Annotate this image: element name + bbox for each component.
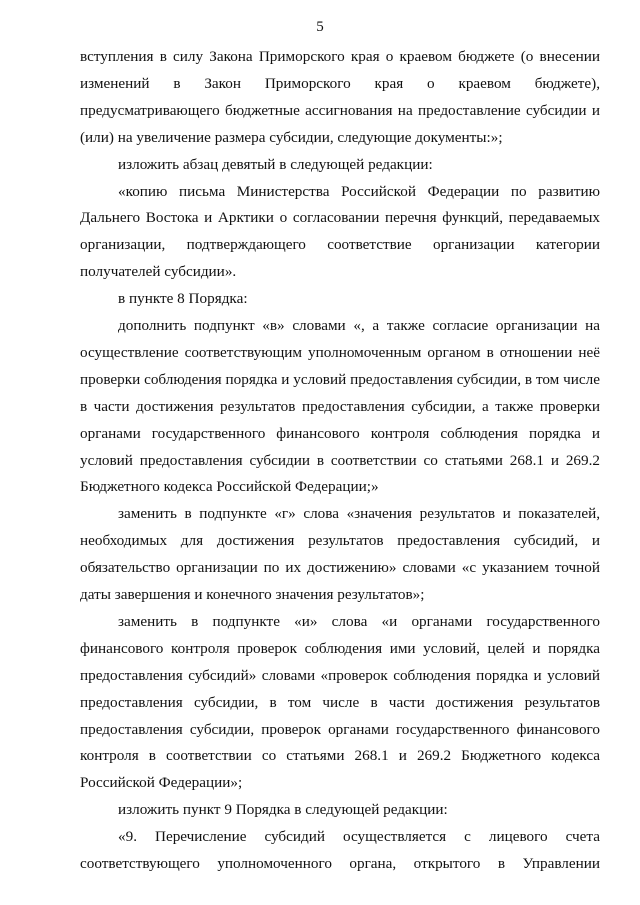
text-line: Бюджетного кодекса Российской Федерации;» [80,478,379,496]
text-line: финансового контроля проверок соблюдения ими условий, целей и порядка [80,639,600,657]
text-line: (или) на увеличение размера субсидии, следующие документы:»; [80,128,503,146]
text-line: необходимых для достижения результатов предоставления субсидий, и [80,532,600,550]
text-line: изложить пункт 9 Порядка в следующей редакции: [118,801,448,819]
text-line: даты завершения и конечного значения результатов»; [80,586,425,603]
text-line: заменить в подпункте «и» слова «и органами государственного [118,612,600,630]
text-line: Российской Федерации»; [80,774,243,792]
text-line: получателей субсидии». [80,263,237,281]
text-line: контроля в соответствии со статьями 268.1 и 269.2 Бюджетного кодекса [80,747,600,765]
text-line: осуществление соответствующим уполномоченным органом в отношении неё [80,343,600,361]
text-line: в части достижения результатов предоставления субсидии, а также проверки [80,397,600,415]
text-line: в пункте 8 Порядка: [118,290,248,308]
text-line: «копию письма Министерства Российской Федерации по развитию [118,182,600,200]
text-line: «9. Перечисление субсидий осуществляется с лицевого счета [118,828,600,846]
text-line: организации, подтверждающего соответствие организации категории [80,236,600,254]
text-line: вступления в силу Закона Приморского края о краевом бюджете (о внесении [80,48,600,65]
text-line: заменить в подпункте «г» слова «значения результатов и показателей, [118,505,600,523]
text-line: изложить абзац девятый в следующей редакции: [118,155,433,173]
text-line: предусматривающего бюджетные ассигнования на предоставление субсидии и [80,101,600,119]
text-line: предоставления субсидии, проверок органами государственного финансового [80,720,600,738]
text-line: предоставления субсидии, в том числе в части достижения результатов [80,693,600,711]
text-line: условий предоставления субсидии в соответствии со статьями 268.1 и 269.2 [80,451,600,469]
text-line: изменений в Закон Приморского края о краевом бюджете), [80,74,600,92]
text-line: предоставления субсидий» словами «проверок соблюдения порядка и условий [80,666,600,684]
text-line: органами государственного финансового контроля соблюдения порядка и [80,424,600,442]
page-number: 5 [316,19,324,35]
text-line: соответствующего уполномоченного органа, открытого в Управлении [80,855,600,872]
text-line: Дальнего Востока и Арктики о согласовании перечня функций, передаваемых [80,209,600,227]
text-line: обязательство организации по их достижению» словами «с указанием точной [80,559,600,577]
text-line: дополнить подпункт «в» словами «, а также согласие организации на [118,317,600,334]
text-line: проверки соблюдения порядка и условий предоставления субсидии, в том числе [80,370,600,388]
